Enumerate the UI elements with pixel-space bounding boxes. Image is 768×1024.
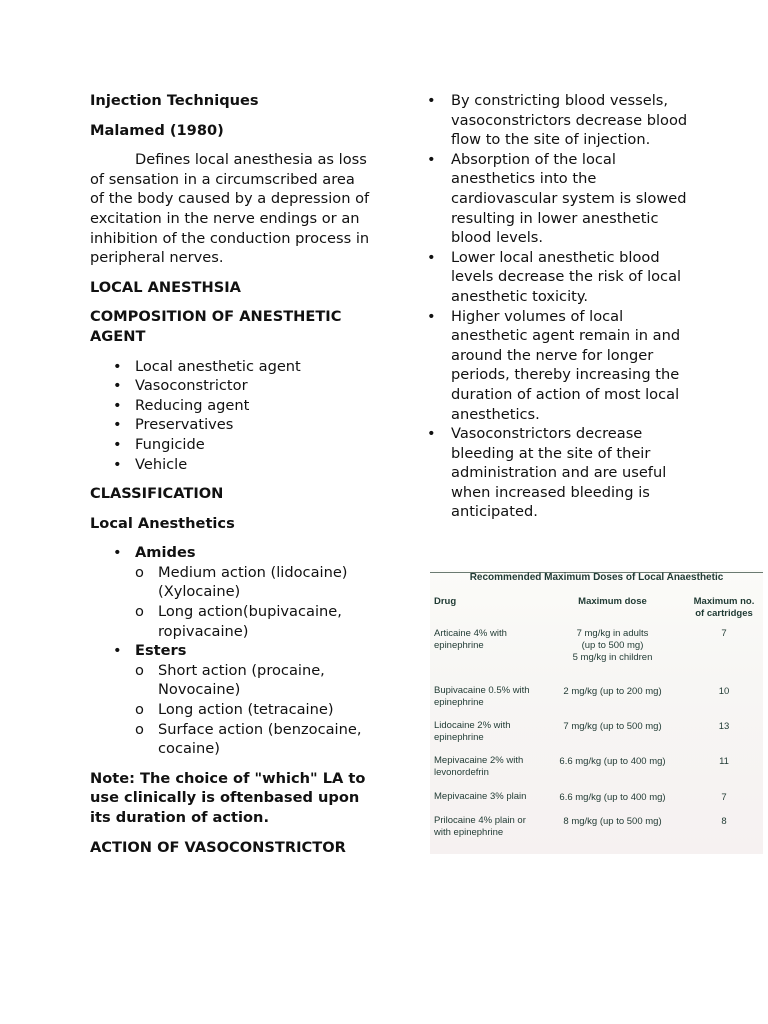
table-cell-dose: 5 mg/kg in children — [572, 652, 653, 663]
esters-label: Esters — [135, 642, 187, 660]
max-doses-table-image — [430, 570, 763, 854]
table-cell-drug: epinephrine — [434, 640, 484, 651]
table-cell-drug: epinephrine — [434, 732, 484, 743]
table-cell-drug: Mepivacaine 3% plain — [434, 791, 527, 802]
table-header-drug: Drug — [434, 596, 457, 607]
amides-sublist — [135, 563, 372, 641]
list-item: • Higher volumes of local anesthetic agent remain in and around the nerve for longer periods, thereby increasing the duration of action of most local anesthetics. — [427, 307, 689, 425]
list-item: o Long action(bupivacaine, ropivacaine) — [135, 602, 372, 641]
amides-item — [90, 543, 372, 641]
list-item: o Long action (tetracaine) — [135, 700, 372, 720]
table-cell-drug: levonordefrin — [434, 767, 489, 778]
table-cell-cartridges: 13 — [718, 721, 730, 732]
list-item: • Local anesthetic agent — [90, 357, 372, 377]
table-header-cartridges-1: Maximum no. — [693, 596, 755, 607]
table-cell-dose: 2 mg/kg (up to 200 mg) — [563, 686, 662, 697]
list-item: • Absorption of the local anesthetics into the cardiovascular system is slowed resulting in lower anesthetic blood levels. — [427, 150, 689, 248]
list-item: • Reducing agent — [90, 396, 372, 416]
left-column — [90, 91, 372, 867]
heading-classification: CLASSIFICATION — [90, 485, 224, 503]
amides-label: Amides — [135, 544, 196, 562]
list-item: • By constricting blood vessels, vasoconstrictors decrease blood flow to the site of injection. — [427, 91, 689, 150]
table-cell-drug: Articaine 4% with — [434, 628, 507, 639]
note-paragraph: Note: The choice of "which" LA to use clinically is oftenbased upon its duration of action. — [90, 769, 366, 826]
table-title: Recommended Maximum Doses of Local Anaesthetic — [469, 572, 724, 583]
list-item: o Surface action (benzocaine, cocaine) — [135, 720, 372, 759]
list-item: • Lower local anesthetic blood levels decrease the risk of local anesthetic toxicity. — [427, 248, 689, 307]
table-cell-drug: Bupivacaine 0.5% with — [434, 685, 530, 696]
list-item: • Vasoconstrictor — [90, 376, 372, 396]
definition-paragraph: Defines local anesthesia as loss of sensation in a circumscribed area of the body caused by a depression of excitation in the nerve endings or an inhibition of the conduction process in peripheral nerves. — [90, 151, 370, 267]
table-cell-dose: 7 mg/kg in adults — [576, 628, 649, 639]
list-item: o Medium action (lidocaine) (Xylocaine) — [135, 563, 372, 602]
table-cell-cartridges: 7 — [721, 792, 727, 803]
heading-composition: COMPOSITION OF ANESTHETIC AGENT — [90, 308, 342, 345]
table-cell-dose: 7 mg/kg (up to 500 mg) — [563, 721, 662, 732]
classification-list — [90, 543, 372, 759]
heading-local-anesthesia: LOCAL ANESTHSIA — [90, 278, 241, 296]
table-cell-drug: Lidocaine 2% with — [434, 720, 511, 731]
table-cell-dose: 6.6 mg/kg (up to 400 mg) — [559, 756, 666, 767]
table-cell-dose: 6.6 mg/kg (up to 400 mg) — [559, 792, 666, 803]
heading-action-vasoconstrictor: ACTION OF VASOCONSTRICTOR — [90, 838, 346, 856]
heading-injection-techniques: Injection Techniques — [90, 92, 259, 109]
list-item: • Fungicide — [90, 435, 372, 455]
table-cell-cartridges: 8 — [721, 816, 727, 827]
right-column — [427, 91, 689, 532]
list-item: • Vasoconstrictors decrease bleeding at the site of their administration and are useful when increased bleeding is anticipated. — [427, 424, 689, 522]
list-item: o Short action (procaine, Novocaine) — [135, 661, 372, 700]
esters-item — [90, 641, 372, 759]
composition-list — [90, 357, 372, 475]
heading-malamed: Malamed (1980) — [90, 121, 224, 139]
table-cell-cartridges: 10 — [718, 686, 730, 697]
table-header-dose: Maximum dose — [578, 596, 647, 607]
vasoconstrictor-bullets — [427, 91, 689, 522]
table-cell-cartridges: 11 — [719, 756, 729, 767]
list-item: • Preservatives — [90, 415, 372, 435]
table-cell-drug: with epinephrine — [434, 827, 504, 838]
table-cell-drug: Prilocaine 4% plain or — [434, 815, 526, 826]
table-cell-cartridges: 7 — [721, 628, 727, 639]
list-item: • Vehicle — [90, 455, 372, 475]
table-cell-drug: Mepivacaine 2% with — [434, 755, 524, 766]
table-header-cartridges-2: of cartridges — [695, 608, 753, 619]
table-cell-dose: (up to 500 mg) — [581, 640, 644, 651]
table-cell-drug: epinephrine — [434, 697, 484, 708]
heading-local-anesthetics: Local Anesthetics — [90, 514, 235, 532]
table-cell-dose: 8 mg/kg (up to 500 mg) — [563, 816, 662, 827]
esters-sublist — [135, 661, 372, 759]
